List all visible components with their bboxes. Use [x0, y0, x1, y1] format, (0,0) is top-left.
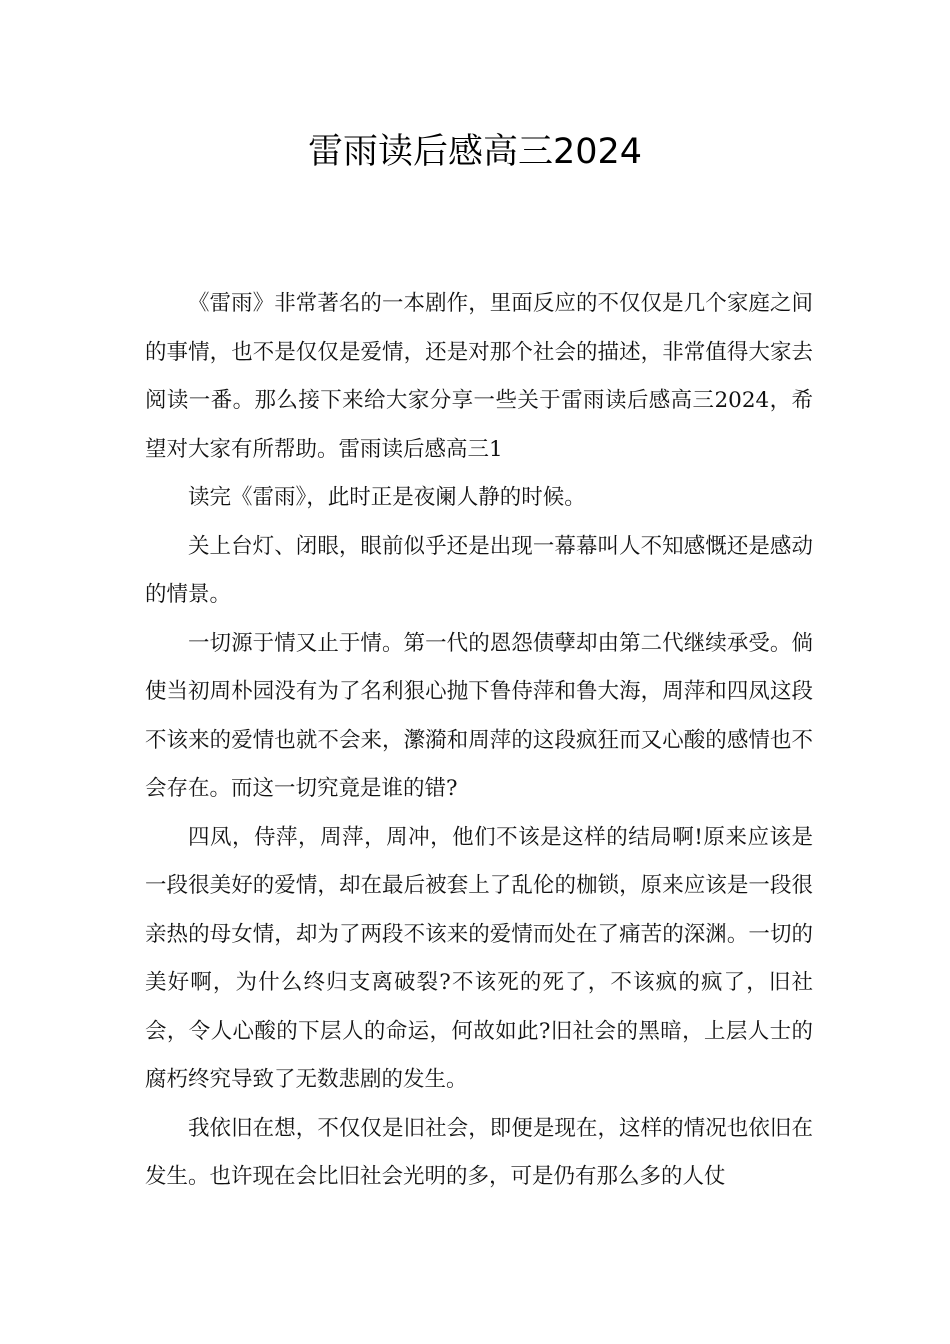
paragraph-5: 四凤，侍萍，周萍，周冲，他们不该是这样的结局啊!原来应该是一段很美好的爱情，却在最后被套上了乱伦的枷锁，原来应该是一段很亲热的母女情，却为了两段不该来的爱情而处在了痛苦的深渊。一切的美好啊，为什么终归支离破裂?不该死的死了，不该疯的疯了，旧社会，令人心酸的下层人的命运，何故如此?旧社会的黑暗，上层人士的腐朽终究导致了无数悲剧的发生。 — [145, 824, 813, 1092]
paragraph-2: 读完《雷雨》，此时正是夜阑人静的时候。 — [188, 485, 586, 510]
paragraph-6: 我依旧在想，不仅仅是旧社会，即便是现在，这样的情况也依旧在发生。也许现在会比旧社会光明的多，可是仍有那么多的人仗 — [145, 1115, 813, 1189]
paragraph-3: 关上台灯、闭眼，眼前似乎还是出现一幕幕叫人不知感慨还是感动的情景。 — [145, 533, 813, 607]
document-body — [145, 280, 813, 1202]
paragraph-4: 一切源于情又止于情。第一代的恩怨债孽却由第二代继续承受。倘使当初周朴园没有为了名利狠心抛下鲁侍萍和鲁大海，周萍和四凤这段不该来的爱情也就不会来，瀿漪和周萍的这段疯狂而又心酸的感情也不会存在。而这一切究竟是谁的错? — [145, 630, 813, 801]
paragraph-intro: 《雷雨》非常著名的一本剧作，里面反应的不仅仅是几个家庭之间的事情，也不是仅仅是爱情，还是对那个社会的描述，非常值得大家去阅读一番。那么接下来给大家分享一些关于雷雨读后感高三2024，希望对大家有所帮助。雷雨读后感高三1 — [145, 291, 813, 462]
document-title: 雷雨读后感高三2024 — [307, 132, 643, 172]
